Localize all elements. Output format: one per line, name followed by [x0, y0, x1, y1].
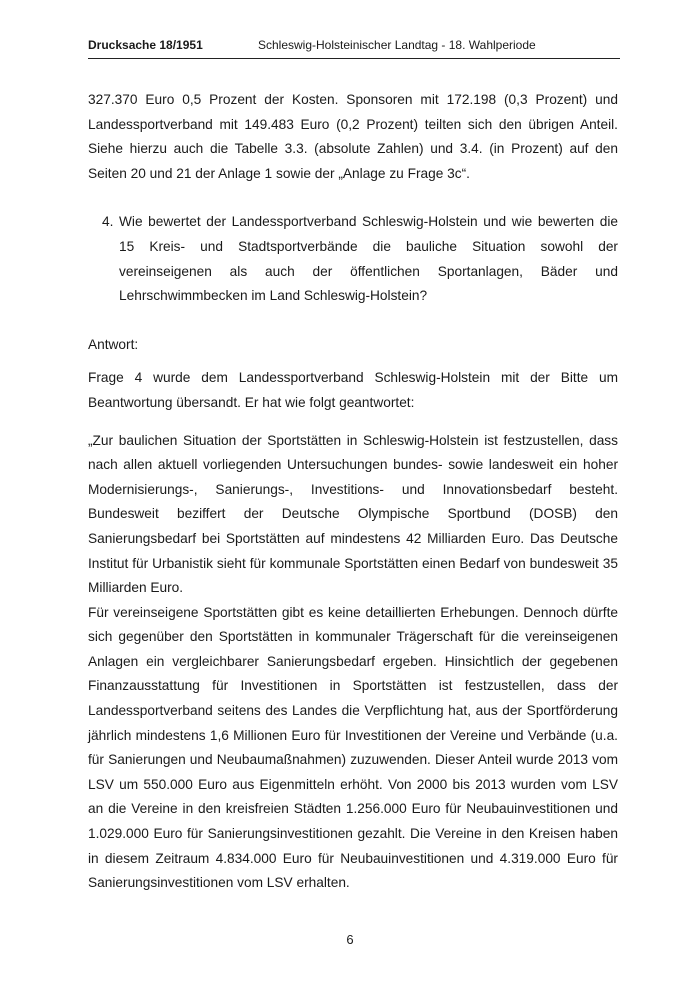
spacer [88, 416, 618, 429]
document-body [88, 88, 618, 896]
question-text: Wie bewertet der Landessportverband Schleswig-Holstein und wie bewerten die 15 Kreis- und Stadtsportverbände die bauliche Situation sowohl der vereinseigenen als auch der öffentlichen Sportanlagen, Bäder und Lehrschwimmbecken im Land Schleswig-Holstein? [119, 214, 618, 304]
header-title: Schleswig-Holsteinischer Landtag - 18. Wahlperiode [258, 38, 536, 52]
question-number: 4. [102, 214, 114, 230]
spacer [88, 357, 618, 366]
answer-label: Antwort: [88, 336, 139, 352]
answer-intro: Frage 4 wurde dem Landessportverband Schleswig-Holstein mit der Bitte um Beantwortung übersandt. Er hat wie folgt geantwortet: [88, 370, 618, 410]
spacer [88, 186, 618, 210]
header-rule [88, 58, 620, 59]
quote-paragraph-2: Für vereinseigene Sportstätten gibt es keine detaillierten Erhebungen. Dennoch dürfte sich gegenüber den Sportstätten in kommunaler Trägerschaft für die vereinseigenen Anlagen ein vergleichbarer Sanierungsbedarf ergeben. Hinsichtlich der gegebenen Finanzausstattung für Investitionen in Sportstätten ist festzustellen, dass der Landessportverband seitens des Landes die Verpflichtung hat, aus der Sportförderung jährlich mindestens 1,6 Millionen Euro für Investitionen der Vereine und Verbände (u.a. für Sanierungen und Neubaumaßnahmen) zuzuwenden. Dieser Anteil wurde 2013 vom LSV um 550.000 Euro aus Eigenmitteln erhöht. Von 2000 bis 2013 wurden vom LSV an die Vereine in den kreisfreien Städten 1.256.000 Euro für Neubauinvestitionen und 1.029.000 Euro für Sanierungsinvestitionen gezahlt. Die Vereine in den Kreisen haben in diesem Zeitraum 4.834.000 Euro für Neubauinvestitionen und 4.319.000 Euro für Sanierungsinvestitionen vom LSV erhalten. [88, 604, 618, 891]
question-item [88, 210, 618, 308]
document-number: Drucksache 18/1951 [88, 38, 203, 52]
intro-paragraph: 327.370 Euro 0,5 Prozent der Kosten. Sponsoren mit 172.198 (0,3 Prozent) und Landessportverband mit 149.483 Euro (0,2 Prozent) teilten sich den übrigen Anteil. Siehe hierzu auch die Tabelle 3.3. (absolute Zahlen) und 3.4. (in Prozent) auf den Seiten 20 und 21 der Anlage 1 sowie der „Anlage zu Frage 3c“. [88, 92, 618, 181]
page-header [88, 38, 620, 56]
page-number: 6 [346, 932, 354, 947]
quote-paragraph-1: „Zur baulichen Situation der Sportstätten in Schleswig-Holstein ist festzustellen, dass nach allen aktuell vorliegenden Untersuchungen bundes- sowie landesweit ein hoher Modernisierungs-, Sanierungs-, Investitions- und Innovationsbedarf besteht. Bundesweit beziffert der Deutsche Olympische Sportbund (DOSB) den Sanierungsbedarf bei Sportstätten auf mindestens 42 Milliarden Euro. Das Deutsche Institut für Urbanistik sieht für kommunale Sportstätten einen Bedarf von bundesweit 35 Milliarden Euro. [88, 432, 618, 596]
spacer [88, 309, 618, 333]
